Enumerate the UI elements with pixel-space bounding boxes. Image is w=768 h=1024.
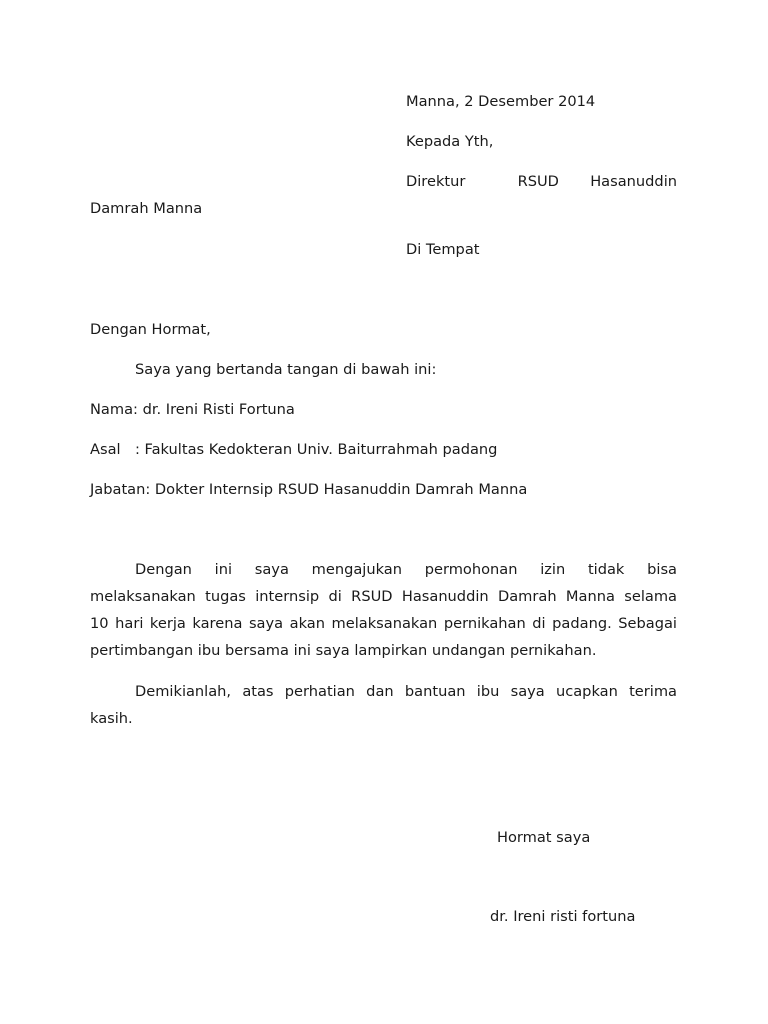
di-tempat: Di Tempat (406, 241, 480, 258)
asal-label: Asal (90, 441, 121, 458)
body-p1-line-2: melaksanakan tugas internsip di RSUD Hasanuddin Damrah Manna selama (90, 588, 677, 605)
body-p2-line-1: Demikianlah, atas perhatian dan bantuan ibu saya ucapkan terima (135, 683, 677, 700)
place-date: Manna, 2 Desember 2014 (406, 93, 596, 110)
recipient-line-1: Direktur RSUD Hasanuddin (406, 173, 677, 190)
asal-value: : Fakultas Kedokteran Univ. Baiturrahmah padang (135, 441, 498, 458)
recipient-line-2: Damrah Manna (90, 200, 203, 217)
intro-sentence: Saya yang bertanda tangan di bawah ini: (135, 361, 437, 378)
body-p1-line-4: pertimbangan ibu bersama ini saya lampirkan undangan pernikahan. (90, 642, 597, 659)
jabatan-label: Jabatan (90, 481, 146, 498)
body-p1-line-1: Dengan ini saya mengajukan permohonan izin tidak bisa (135, 561, 677, 578)
body-p1-line-3: 10 hari kerja karena saya akan melaksanakan pernikahan di padang. Sebagai (90, 615, 677, 632)
nama-value: : dr. Ireni Risti Fortuna (133, 401, 295, 418)
kepada-yth: Kepada Yth, (406, 133, 494, 150)
closing-hormat: Hormat saya (497, 829, 591, 846)
greeting: Dengan Hormat, (90, 321, 211, 338)
identity-asal (90, 440, 497, 460)
nama-label: Nama (90, 401, 134, 418)
identity-jabatan (90, 480, 527, 500)
body-p2-line-2: kasih. (90, 710, 133, 727)
signature-name: dr. Ireni risti fortuna (490, 908, 636, 925)
jabatan-value: : Dokter Internsip RSUD Hasanuddin Damrah Manna (145, 481, 528, 498)
identity-nama (90, 400, 295, 420)
